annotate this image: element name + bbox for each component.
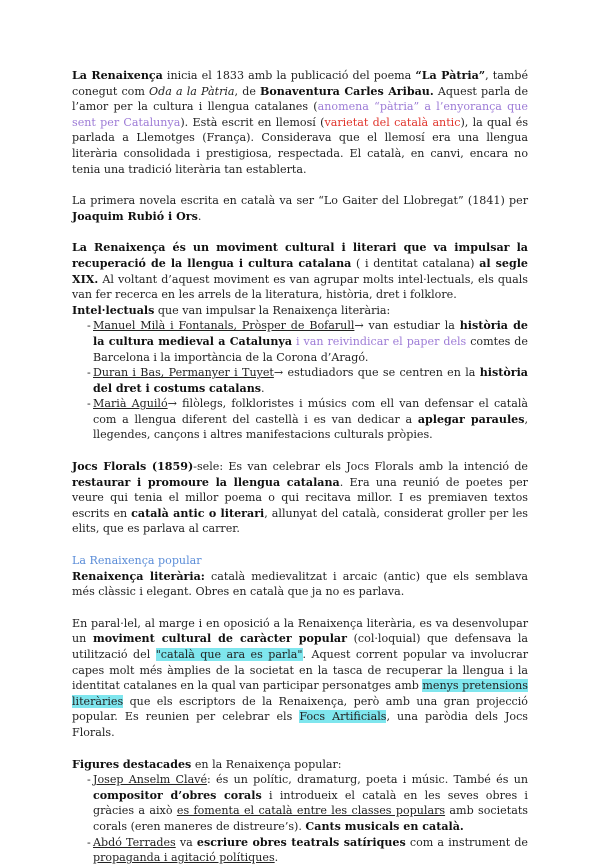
list-item: - Manuel Milà i Fontanals, Pròsper de Bofarull→ van estudiar la història de la cultura medieval a Catalunya i van reivindicar el paper dels comtes de Barcelona i la importància de la Corona d’Aragó. — [72, 318, 528, 365]
intellectuals-heading: Intel·lectuals que van impulsar la Renaixença literària: — [72, 303, 391, 317]
intellectuals-list — [72, 318, 528, 443]
list-item: - Josep Anselm Clavé: és un polític, dramaturg, poeta i músic. També és un compositor d’obres corals i introdueix el català en les seves obres i gràcies a això es fomenta el català entre les classes populars amb societats corals (eren maneres de distreure’s). Cants musicals en català. — [72, 772, 528, 834]
document-page — [72, 68, 528, 866]
figures-heading: Figures destacades en la Renaixença popular: — [72, 757, 342, 771]
list-item: - Marià Aguiló→ filòlegs, folkloristes i músics com ell van defensar el català com a llengua diferent del castellà i es van dedicar a aplegar paraules, llegendes, cançons i altres manifestacions culturals pròpies. — [72, 396, 528, 443]
list-item: - Duran i Bas, Permanyer i Tuyet→ estudiadors que se centren en la història del dret i costums catalans. — [72, 365, 528, 396]
figures-list — [72, 772, 528, 866]
list-item: - Abdó Terrades va escriure obres teatrals satíriques com a instrument de propaganda i agitació polítiques. — [72, 835, 528, 866]
intro-paragraph: La Renaixença inicia el 1833 amb la publicació del poema “La Pàtria”, també conegut com Oda a la Pàtria, de Bonaventura Carles Aribau. Aquest parla de l’amor per la cultura i llengua catalanes (anomena “pàtria” a l’enyorança que sent per Catalunya). Està escrit en llemosí (varietat del català antic), la qual és parlada a Llemotges (França). Considerava que el llemosí era una llengua literària consolidada i prestigiosa, respectada. El català, en canvi, encara no tenia una tradició literària tan establerta. — [72, 69, 529, 176]
first-novel-paragraph: La primera novela escrita en català va ser “Lo Gaiter del Llobregat” (1841) per Joaquim Rubió i Ors. — [72, 194, 528, 223]
movement-paragraph: La Renaixença és un moviment cultural i literari que va impulsar la recuperació de la llengua i cultura catalana ( i dentitat catalana) al segle XIX. Al voltant d’aquest moviment es van agrupar molts intel·lectuals, els quals van fer recerca en les arrels de la literatura, història, dret i folklore. — [72, 241, 528, 302]
popular-paragraph: En paral·lel, al marge i en oposició a la Renaixença literària, es va desenvolupar un moviment cultural de caràcter popular (col·loquial) que defensava la utilització del "català que ara es parla". Aquest corrent popular va involucrar capes molt més àmplies de la societat en la tasca de recuperar la llengua i la identitat catalanes en la qual van participar personatges amb menys pretensions literàries que els escriptors de la Renaixença, però amb una gran projecció popular. Es reunien per celebrar els Focs Artificials, una paròdia dels Jocs Florals. — [72, 616, 529, 739]
jocs-florals-paragraph: Jocs Florals (1859)-sele: Es van celebrar els Jocs Florals amb la intenció de restaurar i promoure la llengua catalana. Era una reunió de poetes per veure qui tenia el millor poema o qui recitava millor. I es premiaven textos escrits en català antic o literari, allunyat del català, considerat groller per les elits, que es parlava al carrer. — [72, 460, 528, 536]
section-heading: La Renaixença popular — [72, 554, 202, 568]
literary-paragraph: Renaixença literària: català medievalitzat i arcaic (antic) que els semblava més clàssic i elegant. Obres en català que ja no es parlava. — [72, 569, 529, 599]
